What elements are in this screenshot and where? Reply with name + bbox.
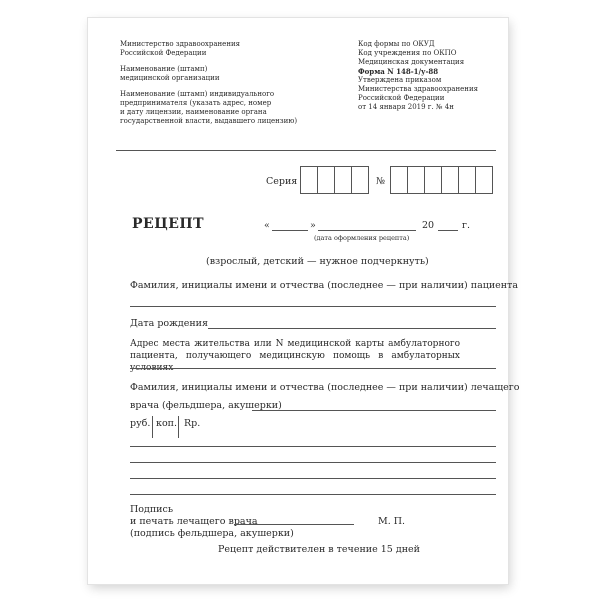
signature-line[interactable] — [234, 524, 354, 525]
date-month-line[interactable] — [318, 230, 416, 231]
date-year-line[interactable] — [438, 230, 458, 231]
address-line[interactable] — [130, 368, 496, 369]
rx-line[interactable] — [130, 446, 496, 447]
birth-date-line[interactable] — [208, 328, 496, 329]
prescription-form — [88, 18, 520, 584]
number-cell[interactable] — [391, 167, 408, 193]
rub-label: руб. — [130, 418, 151, 429]
year-prefix: 20 — [422, 220, 435, 231]
doc-type-label: Медицинская документация — [358, 58, 465, 66]
org-line-2: медицинской организации — [120, 74, 220, 82]
header-divider — [116, 150, 496, 151]
ip-line-3: и дату лицензии, наименование органа — [120, 108, 267, 116]
okpo-label: Код учреждения по ОКПО — [358, 49, 457, 57]
date-caption: (дата оформления рецепта) — [314, 234, 410, 242]
approved-line-2: Министерства здравоохранения — [358, 85, 479, 93]
number-cell[interactable] — [459, 167, 476, 193]
patient-name-line[interactable] — [130, 306, 496, 307]
signature-line-2: и печать лечащего врача — [130, 516, 258, 527]
birth-date-label: Дата рождения — [130, 318, 208, 329]
number-cells[interactable] — [390, 166, 493, 194]
year-suffix: г. — [462, 220, 470, 231]
header-left — [120, 40, 297, 126]
signature-line-1: Подпись — [130, 504, 174, 515]
kop-divider — [178, 416, 179, 438]
org-line-1: Наименование (штамп) — [120, 65, 208, 73]
number-cell[interactable] — [425, 167, 442, 193]
series-cell[interactable] — [301, 167, 318, 193]
rp-label: Rp. — [184, 418, 201, 429]
ministry-line-1: Министерство здравоохранения — [120, 40, 241, 48]
doctor-name-label: Фамилия, инициалы имени и отчества (последнее — при наличии) лечащего — [130, 382, 520, 393]
ministry-line-2: Российской Федерации — [120, 49, 207, 57]
validity-note: Рецепт действителен в течение 15 дней — [218, 544, 420, 555]
approved-line-3: Российской Федерации — [358, 94, 445, 102]
series-label: Серия — [266, 176, 298, 187]
ip-line-2: предпринимателя (указать адрес, номер — [120, 99, 272, 107]
number-cell[interactable] — [476, 167, 492, 193]
number-cell[interactable] — [442, 167, 459, 193]
series-cells[interactable] — [300, 166, 369, 194]
series-cell[interactable] — [318, 167, 335, 193]
page-title: РЕЦЕПТ — [132, 216, 205, 232]
approved-line-4: от 14 января 2019 г. № 4н — [358, 103, 454, 111]
patient-name-label: Фамилия, инициалы имени и отчества (последнее — при наличии) пациента — [130, 280, 519, 291]
ip-line-4: государственной власти, выдавшего лицензию) — [120, 117, 298, 125]
signature-block — [130, 504, 294, 540]
form-number: Форма N 148-1/у-88 — [358, 67, 439, 76]
rub-divider — [152, 416, 153, 438]
signature-line-3: (подпись фельдшера, акушерки) — [130, 528, 294, 539]
approved-line-1: Утверждена приказом — [358, 76, 442, 84]
ip-line-1: Наименование (штамп) индивидуального — [120, 90, 275, 98]
kop-label: коп. — [156, 418, 178, 429]
rx-line[interactable] — [130, 462, 496, 463]
header-right — [358, 40, 478, 112]
doctor-name-line[interactable] — [252, 410, 496, 411]
rx-line[interactable] — [130, 478, 496, 479]
series-cell[interactable] — [335, 167, 352, 193]
stamp-label: М. П. — [378, 516, 406, 527]
okud-label: Код формы по ОКУД — [358, 40, 435, 48]
series-cell[interactable] — [352, 167, 368, 193]
date-day-line[interactable] — [272, 230, 308, 231]
date-close-quote: » — [310, 220, 316, 231]
doctor-name-label-2: врача (фельдшера, акушерки) — [130, 400, 282, 411]
number-cell[interactable] — [408, 167, 425, 193]
rx-line[interactable] — [130, 494, 496, 495]
number-label: № — [376, 176, 385, 187]
patient-type-label: (взрослый, детский — нужное подчеркнуть) — [206, 256, 429, 267]
date-open-quote: « — [264, 220, 270, 231]
address-label: Адрес места жительства или N медицинской карты амбулаторного пациента, получающего медицинскую помощь в амбулаторных условиях — [130, 339, 460, 373]
